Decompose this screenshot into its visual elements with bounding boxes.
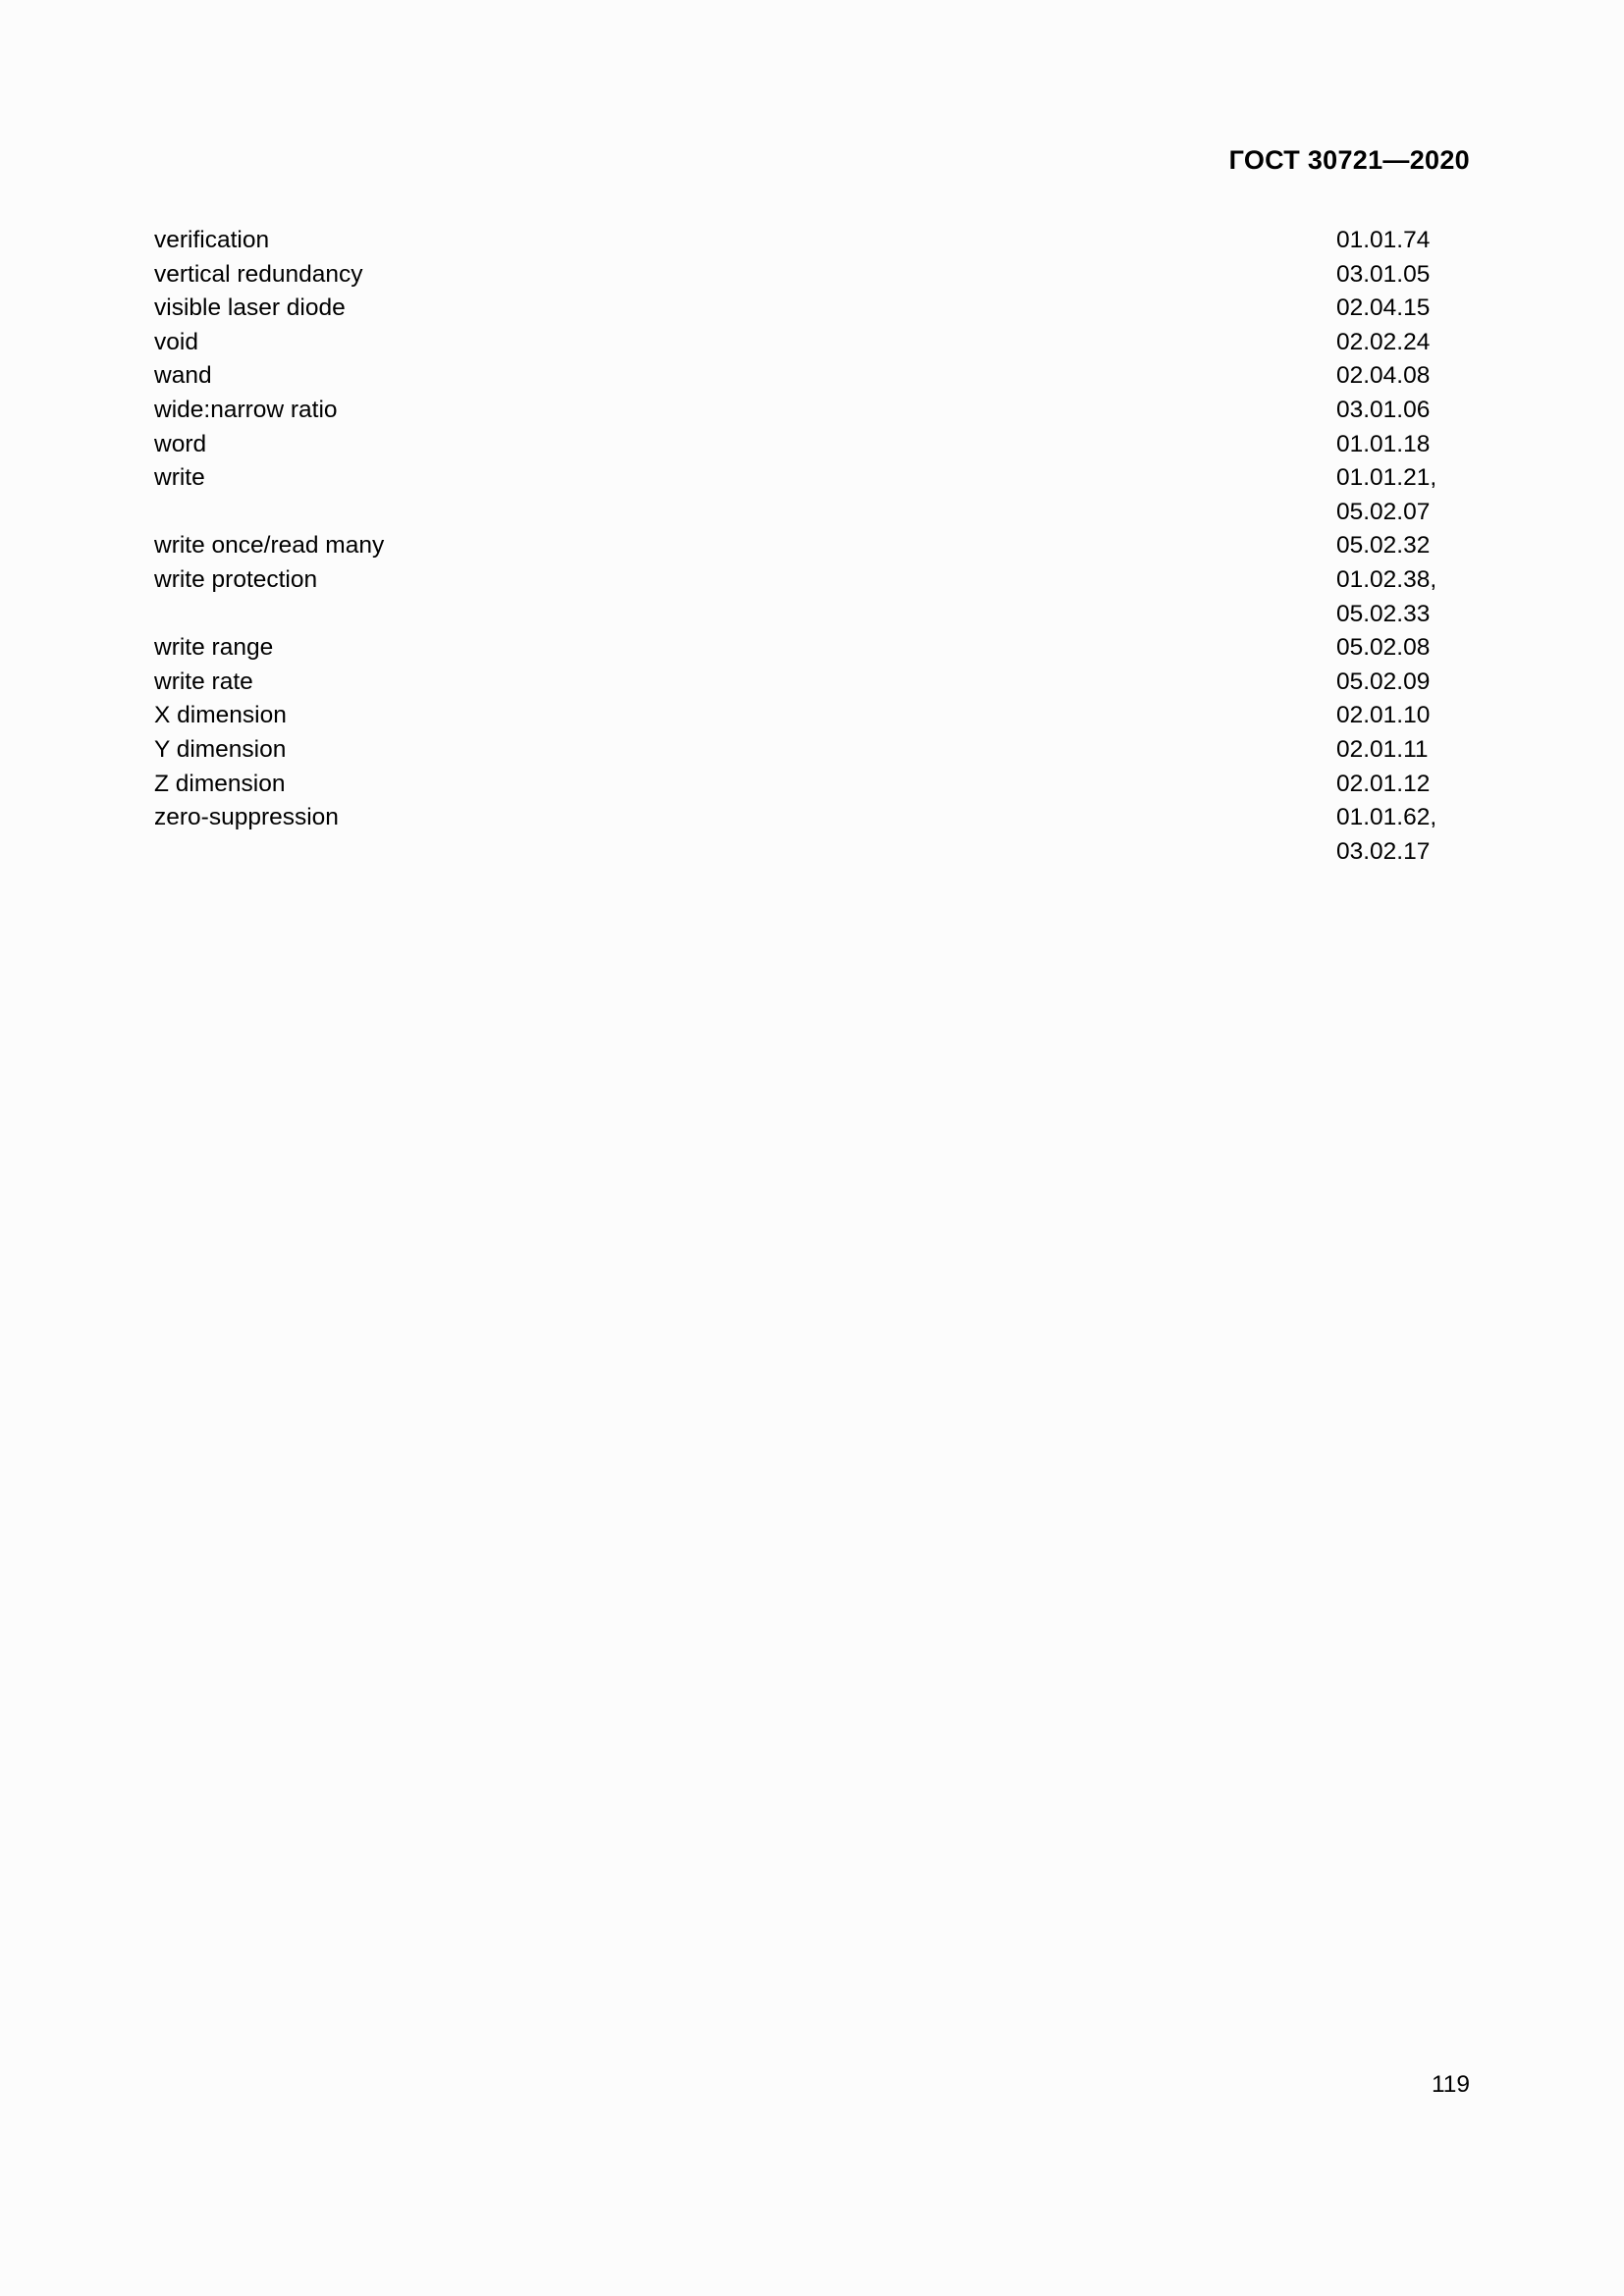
index-entry — [154, 733, 1470, 768]
index-refs — [1336, 359, 1470, 394]
index-ref: 05.02.09 — [1336, 667, 1431, 695]
index-refs — [1336, 326, 1470, 360]
index-entry — [154, 292, 1470, 326]
index-term: write range — [154, 634, 274, 662]
index-term: wide:narrow ratio — [154, 396, 338, 423]
index-ref: 01.02.38, — [1336, 565, 1437, 593]
index-refs — [1336, 733, 1470, 768]
index-entry — [154, 258, 1470, 293]
index-ref: 02.04.08 — [1336, 362, 1431, 390]
index-entry — [154, 768, 1470, 802]
index-entry — [154, 326, 1470, 360]
index-refs — [1336, 258, 1470, 293]
index-ref: 03.01.05 — [1336, 260, 1431, 288]
index-term: Z dimension — [154, 770, 286, 797]
index-term: vertical redundancy — [154, 260, 363, 288]
index-entry — [154, 801, 1470, 869]
index-entry — [154, 563, 1470, 631]
index-term: word — [154, 430, 207, 457]
index-term: void — [154, 328, 198, 355]
index-refs — [1336, 666, 1470, 700]
index-ref: 02.02.24 — [1336, 328, 1431, 355]
index-refs — [1336, 563, 1470, 631]
index-refs — [1336, 801, 1470, 869]
index-ref: 02.04.15 — [1336, 294, 1431, 322]
index-ref: 05.02.08 — [1336, 634, 1431, 662]
term-index-list — [154, 224, 1470, 869]
index-entry — [154, 666, 1470, 700]
index-refs — [1336, 699, 1470, 733]
index-refs — [1336, 394, 1470, 428]
index-entry — [154, 529, 1470, 563]
index-term: write once/read many — [154, 532, 385, 560]
index-term: write protection — [154, 565, 318, 593]
index-term: zero-suppression — [154, 804, 339, 831]
index-refs — [1336, 224, 1470, 258]
index-refs — [1336, 768, 1470, 802]
index-entry — [154, 428, 1470, 462]
index-term: write rate — [154, 667, 253, 695]
index-refs — [1336, 461, 1470, 529]
index-ref: 05.02.07 — [1336, 498, 1431, 525]
index-entry — [154, 461, 1470, 529]
document-header: ГОСТ 30721—2020 — [1228, 145, 1470, 175]
index-term: Y dimension — [154, 735, 287, 763]
index-refs — [1336, 631, 1470, 666]
index-ref: 02.01.10 — [1336, 702, 1431, 729]
index-ref: 03.02.17 — [1336, 837, 1431, 865]
index-term: X dimension — [154, 702, 287, 729]
index-entry — [154, 394, 1470, 428]
index-entry — [154, 359, 1470, 394]
index-ref: 01.01.21, — [1336, 464, 1437, 492]
index-ref: 05.02.33 — [1336, 600, 1431, 627]
index-ref: 01.01.18 — [1336, 430, 1431, 457]
index-refs — [1336, 428, 1470, 462]
index-refs — [1336, 529, 1470, 563]
index-term: verification — [154, 227, 270, 253]
index-ref: 05.02.32 — [1336, 532, 1431, 560]
index-ref: 02.01.12 — [1336, 770, 1431, 797]
index-entry — [154, 699, 1470, 733]
index-ref: 02.01.11 — [1336, 735, 1429, 763]
index-term: wand — [154, 362, 212, 390]
page-number: 119 — [1431, 2071, 1470, 2098]
index-ref: 03.01.06 — [1336, 396, 1431, 423]
index-refs — [1336, 292, 1470, 326]
index-term: write — [154, 464, 205, 492]
index-term: visible laser diode — [154, 294, 346, 322]
index-entry — [154, 631, 1470, 666]
index-ref: 01.01.74 — [1336, 227, 1431, 253]
index-ref: 01.01.62, — [1336, 804, 1437, 831]
index-entry — [154, 224, 1470, 258]
